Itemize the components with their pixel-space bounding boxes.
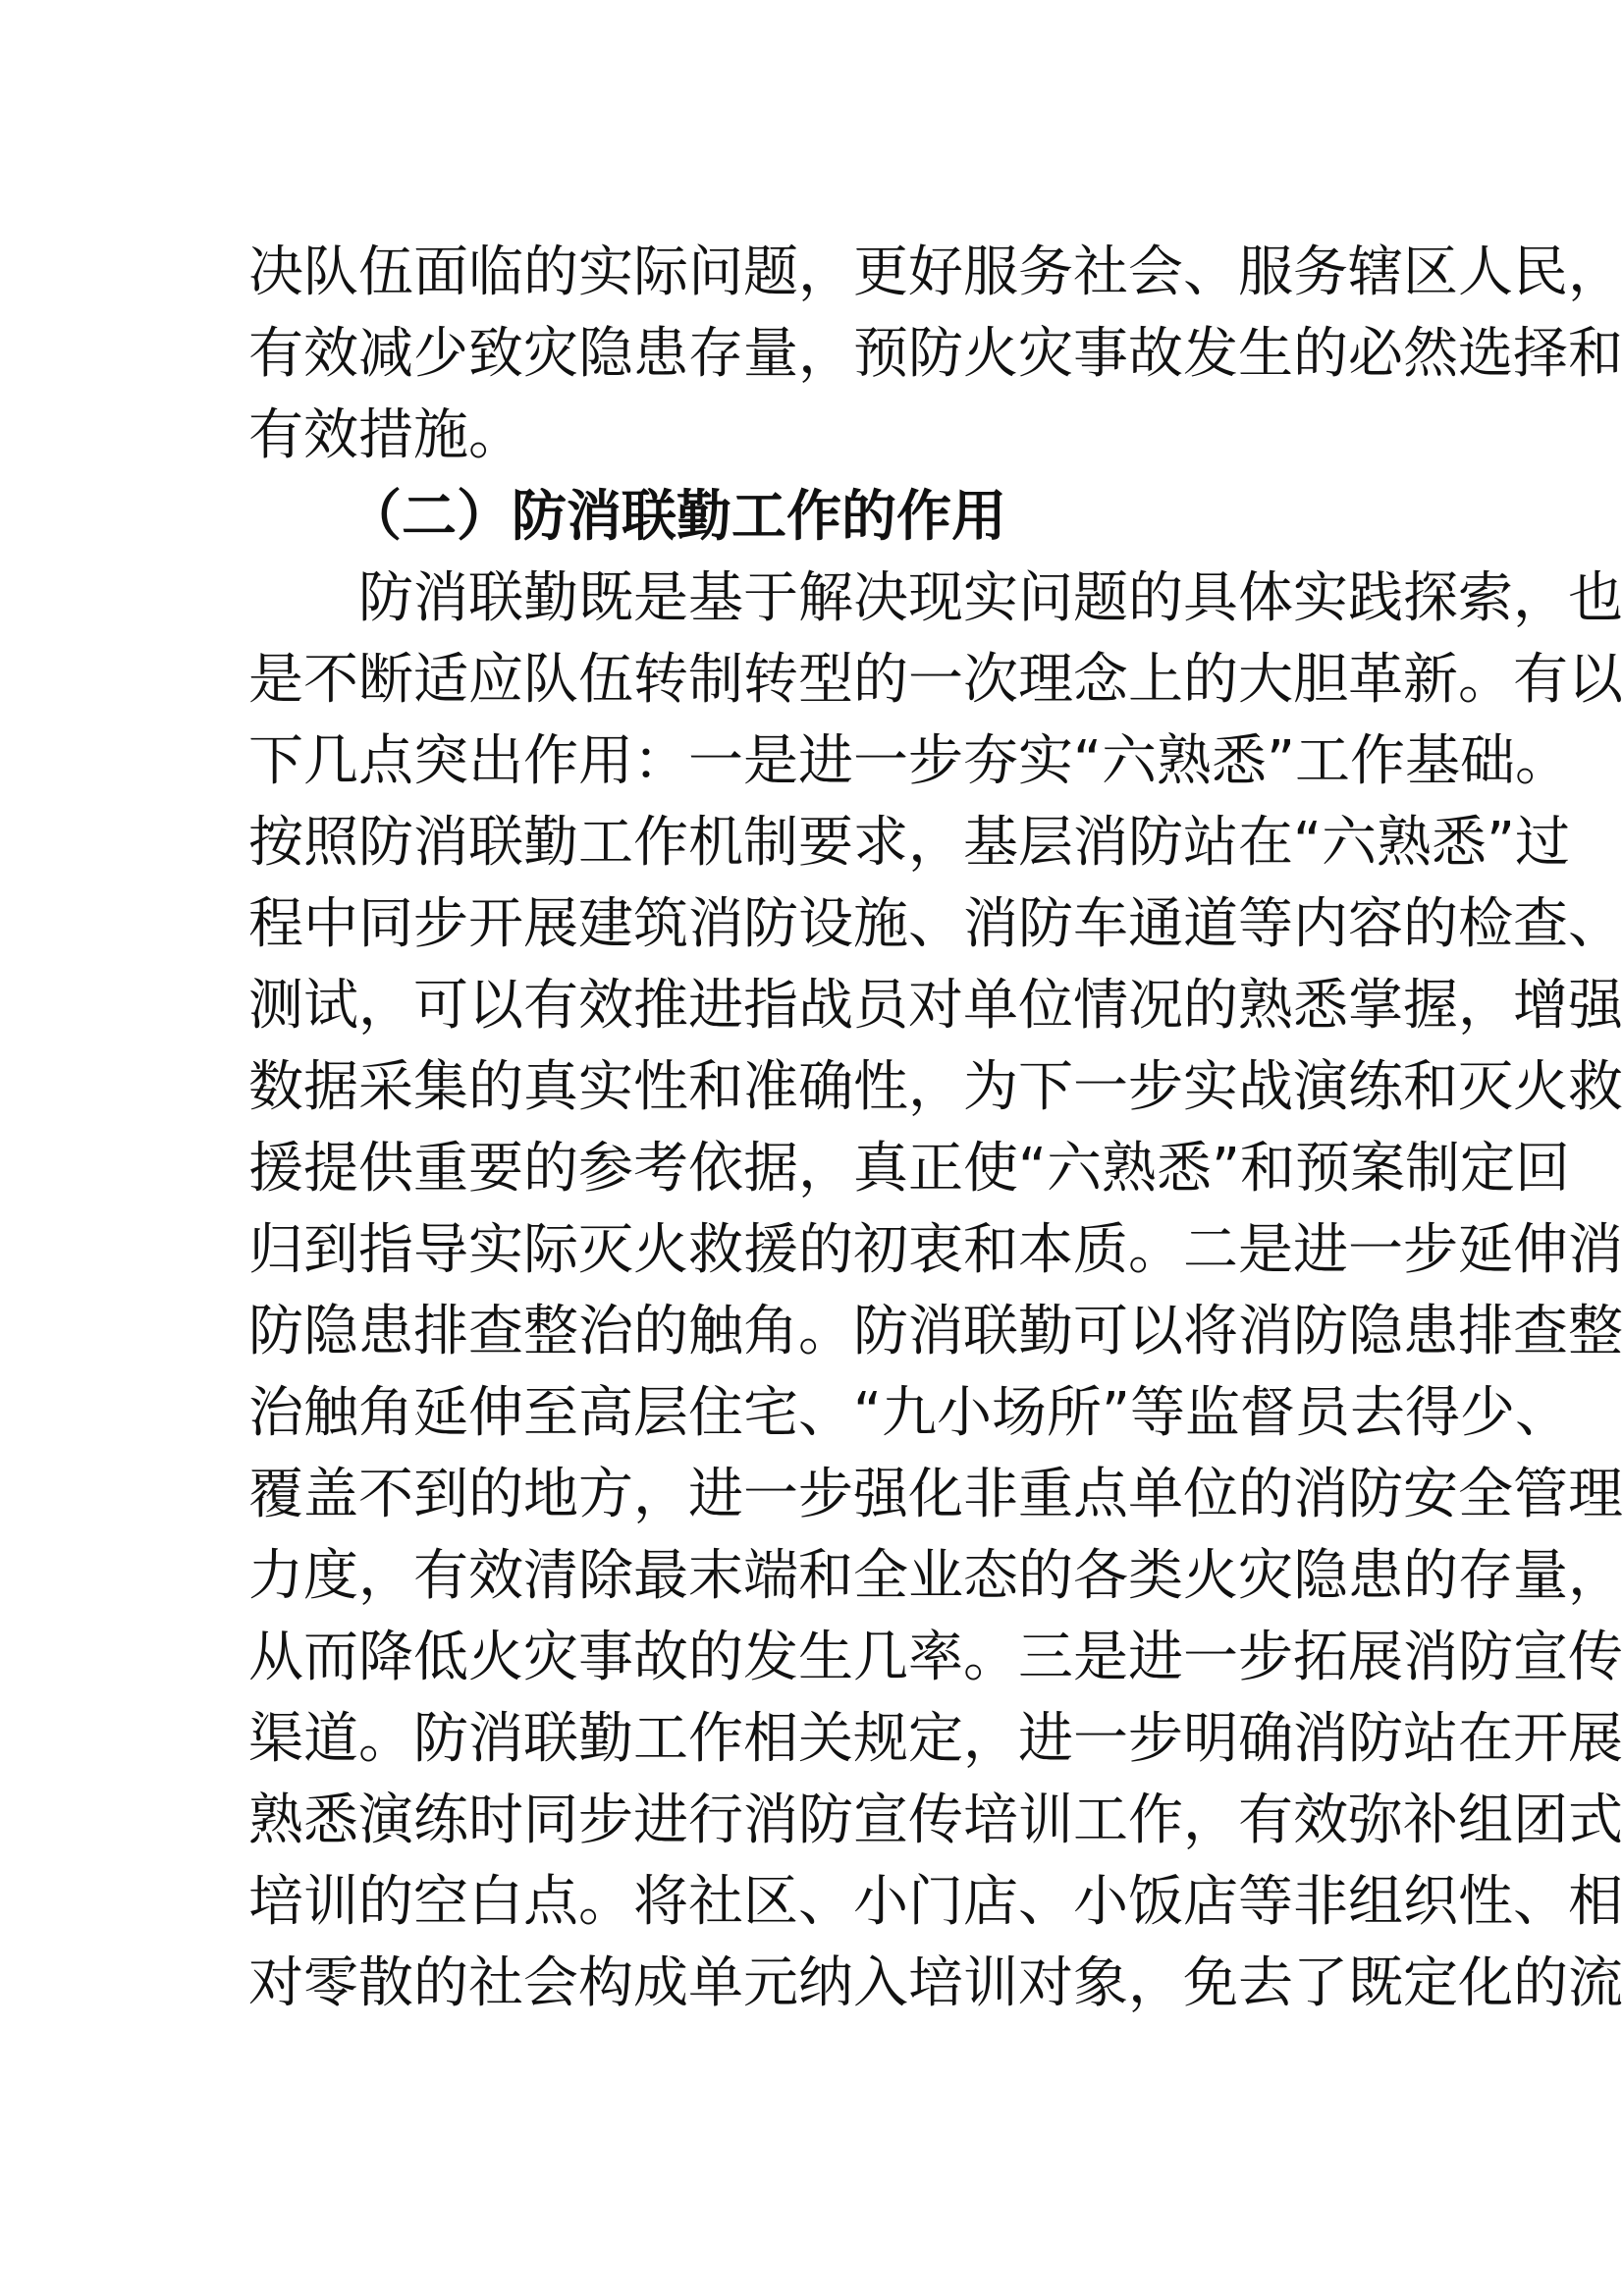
text-line: 下几点突出作用：一是进一步夯实“六熟悉”工作基础。 [248, 729, 1571, 793]
text-line: 按照防消联勤工作机制要求，基层消防站在“六熟悉”过 [248, 811, 1571, 875]
text-line: 防消联勤既是基于解决现实问题的具体实践探索，也 [358, 566, 1623, 630]
text-line: 培训的空白点。将社区、小门店、小饭店等非组织性、相 [248, 1870, 1623, 1934]
text-line: 决队伍面临的实际问题，更好服务社会、服务辖区人民， [248, 240, 1623, 304]
text-line: 有效减少致灾隐患存量，预防火灾事故发生的必然选择和 [248, 322, 1623, 386]
text-line: 覆盖不到的地方，进一步强化非重点单位的消防安全管理 [248, 1463, 1623, 1526]
text-line: 测试，可以有效推进指战员对单位情况的熟悉掌握，增强 [248, 974, 1623, 1038]
text-line: 渠道。防消联勤工作相关规定，进一步明确消防站在开展 [248, 1707, 1623, 1771]
text-line: 力度，有效清除最末端和全业态的各类火灾隐患的存量， [248, 1544, 1623, 1608]
text-line: 归到指导实际灭火救援的初衷和本质。二是进一步延伸消 [248, 1218, 1623, 1282]
text-line: 熟悉演练时同步进行消防宣传培训工作，有效弥补组团式 [248, 1789, 1623, 1852]
text-line: 有效措施。 [248, 403, 523, 467]
section-heading: （二）防消联勤工作的作用 [347, 485, 1006, 549]
text-line: 援提供重要的参考依据，真正使“六熟悉”和预案制定回 [248, 1137, 1571, 1201]
text-line: 从而降低火灾事故的发生几率。三是进一步拓展消防宣传 [248, 1626, 1623, 1689]
text-line: 程中同步开展建筑消防设施、消防车通道等内容的检查、 [248, 892, 1623, 956]
document-page [248, 232, 1623, 2024]
text-line: 对零散的社会构成单元纳入培训对象，免去了既定化的流 [248, 1951, 1623, 2015]
text-line: 防隐患排查整治的触角。防消联勤可以将消防隐患排查整 [248, 1300, 1623, 1363]
text-line: 是不断适应队伍转制转型的一次理念上的大胆革新。有以 [248, 648, 1623, 712]
text-line: 数据采集的真实性和准确性，为下一步实战演练和灭火救 [248, 1055, 1623, 1119]
text-line: 治触角延伸至高层住宅、“九小场所”等监督员去得少、 [248, 1381, 1571, 1445]
